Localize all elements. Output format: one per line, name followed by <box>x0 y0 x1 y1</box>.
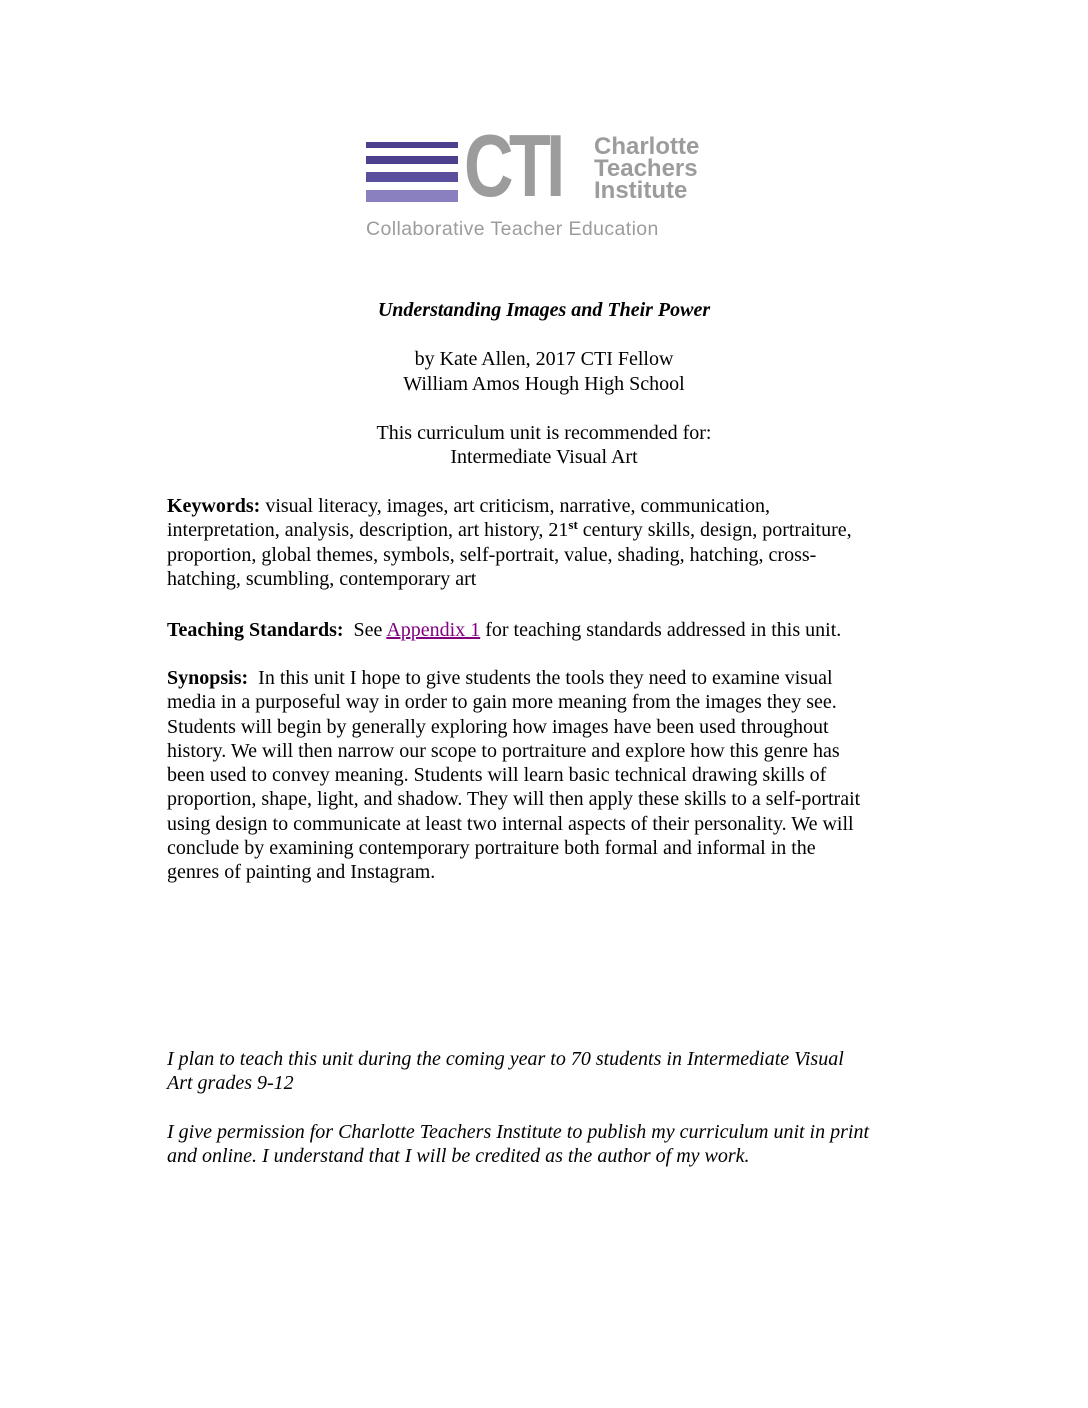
synopsis-text: using design to communicate at least two internal aspects of their personality. We will <box>167 812 854 835</box>
logo-name <box>594 133 700 204</box>
logo-bar <box>366 172 458 182</box>
cti-logo <box>366 116 726 246</box>
synopsis-text: proportion, shape, light, and shadow. They will then apply these skills to a self-portrait <box>167 788 861 811</box>
synopsis-text: conclude by examining contemporary portraiture both formal and informal in the <box>167 837 816 860</box>
byline-school: William Amos Hough High School <box>403 373 685 395</box>
document-title: Understanding Images and Their Power <box>377 299 711 321</box>
logo-name-line: Charlotte <box>594 133 700 160</box>
synopsis-label: Synopsis: <box>167 667 249 689</box>
synopsis-section <box>167 666 927 885</box>
standards-text: for teaching standards addressed in this unit. <box>480 619 842 641</box>
permission-text: and online. I understand that I will be credited as the author of my work. <box>167 1145 750 1168</box>
logo-tagline: Collaborative Teacher Education <box>366 218 659 240</box>
logo-name-line: Institute <box>594 177 688 204</box>
synopsis-text: genres of painting and Instagram. <box>167 861 436 884</box>
logo-bar <box>366 190 458 202</box>
keywords-text: proportion, global themes, symbols, self-portrait, value, shading, hatching, cross- <box>167 543 817 566</box>
permission-text: I give permission for Charlotte Teachers Institute to publish my curriculum unit in print <box>167 1121 870 1143</box>
synopsis-text: Students will begin by generally exploring how images have been used throughout <box>167 715 829 738</box>
recommendation-course: Intermediate Visual Art <box>450 446 638 468</box>
plan-statement <box>167 1047 927 1096</box>
keywords-label: Keywords: <box>167 495 261 517</box>
byline-author: by Kate Allen, 2017 CTI Fellow <box>414 348 674 370</box>
keywords-section <box>167 494 927 591</box>
keywords-text: century skills, design, portraiture, <box>577 519 852 542</box>
synopsis-text: In this unit I hope to give students the tools they need to examine visual <box>248 667 833 689</box>
permission-statement <box>167 1120 927 1169</box>
appendix-link[interactable]: Appendix 1 <box>386 619 481 641</box>
logo-bar <box>366 142 458 148</box>
synopsis-text: been used to convey meaning. Students will learn basic technical drawing skills of <box>167 764 827 787</box>
standards-text: See <box>343 619 387 641</box>
standards-label: Teaching Standards: <box>167 619 344 641</box>
keywords-text: visual literacy, images, art criticism, narrative, communication, <box>260 495 770 517</box>
plan-text: I plan to teach this unit during the coming year to 70 students in Intermediate Visual <box>167 1048 844 1070</box>
synopsis-text: media in a purposeful way in order to gain more meaning from the images they see. <box>167 691 837 714</box>
recommendation-line: This curriculum unit is recommended for: <box>376 422 712 444</box>
synopsis-text: history. We will then narrow our scope to portraiture and explore how this genre has <box>167 739 840 762</box>
logo-name-line: Teachers <box>594 155 698 182</box>
plan-text: Art grades 9-12 <box>167 1072 294 1095</box>
logo-bar <box>366 156 458 164</box>
keywords-text: hatching, scumbling, contemporary art <box>167 567 477 590</box>
logo-mark: CTI <box>464 116 561 215</box>
standards-section <box>167 618 927 642</box>
keywords-superscript: st <box>568 517 578 533</box>
keywords-text: interpretation, analysis, description, art history, 21 <box>167 519 569 542</box>
